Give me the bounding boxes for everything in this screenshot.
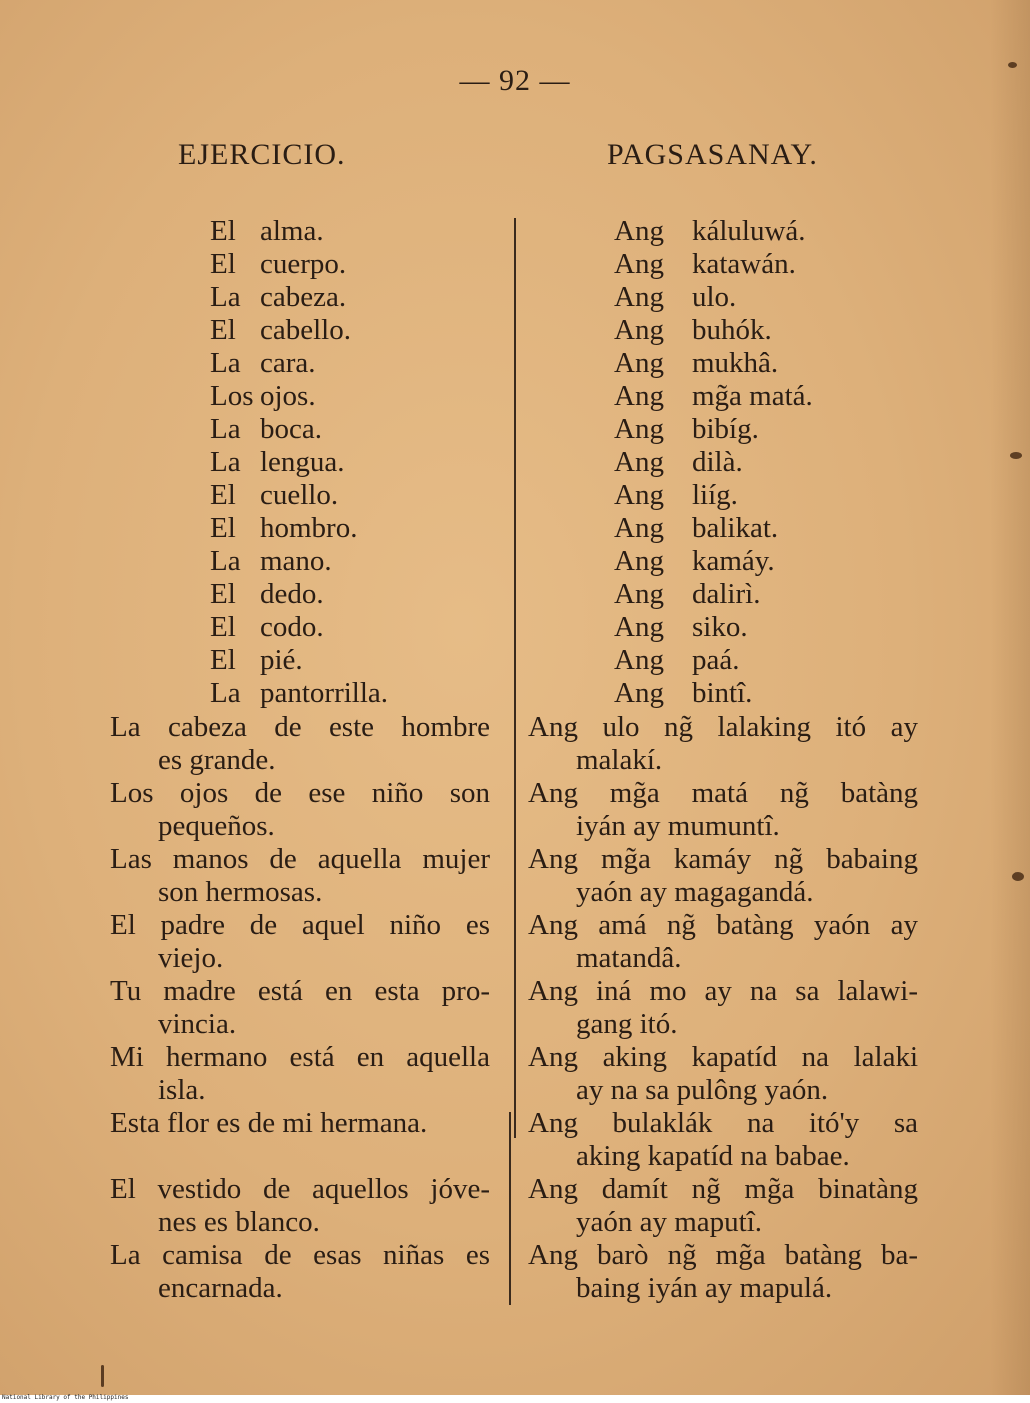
tagalog-sentences bbox=[528, 711, 918, 1305]
vocab-row bbox=[614, 413, 813, 446]
sentence-continuation: viejo. bbox=[158, 942, 224, 974]
sentence-line: Ang mg̃a kamáy ng̃ babaing bbox=[528, 843, 918, 875]
vocab-row bbox=[210, 215, 388, 248]
sentence-line: Los ojos de ese niño son bbox=[110, 777, 490, 809]
vocab-article: Ang bbox=[614, 347, 664, 379]
sentence bbox=[528, 843, 918, 909]
heading-ejercicio: EJERCICIO. bbox=[178, 138, 346, 171]
vocab-word: siko. bbox=[692, 611, 748, 643]
column-divider-upper bbox=[514, 218, 516, 1138]
vocab-word: liíg. bbox=[692, 479, 738, 511]
sentence-line: Tu madre está en esta pro- bbox=[110, 975, 490, 1007]
vocab-article: El bbox=[210, 479, 236, 511]
sentence-continuation: baing iyán ay mapulá. bbox=[576, 1272, 833, 1304]
page-stain bbox=[1010, 452, 1022, 459]
sentence-continuation: es grande. bbox=[158, 744, 276, 776]
sentence-line: Las manos de aquella mujer bbox=[110, 843, 490, 875]
tagalog-vocabulary-list bbox=[614, 215, 813, 710]
vocab-article: Ang bbox=[614, 314, 664, 346]
heading-pagsasanay: PAGSASANAY. bbox=[607, 138, 818, 171]
vocab-row bbox=[210, 512, 388, 545]
vocab-article: La bbox=[210, 677, 241, 709]
vocab-word: bintî. bbox=[692, 677, 753, 709]
vocab-row bbox=[614, 446, 813, 479]
sentence bbox=[110, 1041, 490, 1107]
sentence-line: Ang barò ng̃ mg̃a batàng ba- bbox=[528, 1239, 918, 1271]
sentence-continuation: matandâ. bbox=[576, 942, 682, 974]
vocab-row bbox=[614, 578, 813, 611]
vocab-article: La bbox=[210, 446, 241, 478]
vocab-word: pantorrilla. bbox=[260, 677, 389, 709]
vocab-word: codo. bbox=[260, 611, 324, 643]
sentence-line: La camisa de esas niñas es bbox=[110, 1239, 490, 1271]
vocab-word: balikat. bbox=[692, 512, 779, 544]
vocab-row bbox=[614, 281, 813, 314]
vocab-row bbox=[210, 611, 388, 644]
vocab-article: Ang bbox=[614, 413, 664, 445]
sentence bbox=[110, 1239, 490, 1305]
vocab-word: kamáy. bbox=[692, 545, 775, 577]
vocab-article: Ang bbox=[614, 578, 664, 610]
vocab-word: cabeza. bbox=[260, 281, 347, 313]
vocab-row bbox=[210, 479, 388, 512]
sentence bbox=[110, 1107, 490, 1140]
vocab-row bbox=[210, 413, 388, 446]
sentence bbox=[528, 1239, 918, 1305]
vocab-word: pié. bbox=[260, 644, 303, 676]
sentence bbox=[528, 777, 918, 843]
sentence-continuation: yaón ay magagandá. bbox=[576, 876, 814, 908]
vocab-article: Ang bbox=[614, 248, 664, 280]
vocab-row bbox=[210, 314, 388, 347]
vocab-article: Ang bbox=[614, 545, 664, 577]
vocab-word: cara. bbox=[260, 347, 316, 379]
sentence-line: Mi hermano está en aquella bbox=[110, 1041, 490, 1073]
vocab-row bbox=[614, 677, 813, 710]
sentence-line: Ang mg̃a matá ng̃ batàng bbox=[528, 777, 918, 809]
sentence bbox=[528, 1041, 918, 1107]
sentence-line: Esta flor es de mi hermana. bbox=[110, 1107, 428, 1139]
vocab-word: buhók. bbox=[692, 314, 772, 346]
vocab-article: La bbox=[210, 545, 241, 577]
sentence-line: El padre de aquel niño es bbox=[110, 909, 490, 941]
vocab-article: Ang bbox=[614, 446, 664, 478]
vocab-word: mg̃a matá. bbox=[692, 380, 813, 412]
vocab-row bbox=[614, 314, 813, 347]
vocab-row bbox=[210, 545, 388, 578]
sentence-continuation: nes es blanco. bbox=[158, 1206, 320, 1238]
sentence-continuation: iyán ay mumuntî. bbox=[576, 810, 780, 842]
vocab-article: El bbox=[210, 215, 236, 247]
sentence-line: La cabeza de este hombre bbox=[110, 711, 490, 743]
sentence bbox=[110, 909, 490, 975]
vocab-word: cuerpo. bbox=[260, 248, 347, 280]
vocab-word: cabello. bbox=[260, 314, 351, 346]
vocab-article: El bbox=[210, 512, 236, 544]
vocab-article: El bbox=[210, 611, 236, 643]
vocab-article: Los bbox=[210, 380, 254, 412]
library-credit: National Library of the Philippines bbox=[2, 1394, 129, 1401]
sentence-continuation: encarnada. bbox=[158, 1272, 283, 1304]
vocab-row bbox=[210, 446, 388, 479]
page-number: — 92 — bbox=[459, 64, 571, 97]
sentence bbox=[528, 975, 918, 1041]
sentence-line: Ang aking kapatíd na lalaki bbox=[528, 1041, 918, 1073]
vocab-article: Ang bbox=[614, 611, 664, 643]
vocab-word: hombro. bbox=[260, 512, 358, 544]
column-divider-lower bbox=[509, 1112, 511, 1305]
vocab-word: ulo. bbox=[692, 281, 737, 313]
vocab-word: katawán. bbox=[692, 248, 796, 280]
vocab-row bbox=[614, 512, 813, 545]
vocab-article: El bbox=[210, 644, 236, 676]
vocab-word: dalirì. bbox=[692, 578, 761, 610]
sentence-line: Ang amá ng̃ batàng yaón ay bbox=[528, 909, 918, 941]
sentence-continuation: son hermosas. bbox=[158, 876, 323, 908]
spanish-sentences bbox=[110, 711, 490, 1305]
vocab-row bbox=[614, 644, 813, 677]
vocab-word: mukhâ. bbox=[692, 347, 779, 379]
vocab-article: Ang bbox=[614, 215, 664, 247]
vocab-article: La bbox=[210, 413, 241, 445]
vocab-row bbox=[210, 281, 388, 314]
vocab-article: Ang bbox=[614, 281, 664, 313]
sentence bbox=[110, 711, 490, 777]
sentence-line: Ang damít ng̃ mg̃a binatàng bbox=[528, 1173, 918, 1205]
sentence-continuation: vincia. bbox=[158, 1008, 237, 1040]
vocab-article: Ang bbox=[614, 677, 664, 709]
sentence bbox=[110, 1173, 490, 1239]
vocab-row bbox=[210, 380, 388, 413]
vocab-row bbox=[614, 215, 813, 248]
sentence-line: El vestido de aquellos jóve- bbox=[110, 1173, 490, 1205]
vocab-row bbox=[614, 380, 813, 413]
page-stain bbox=[1012, 872, 1024, 881]
vocab-article: La bbox=[210, 347, 241, 379]
spanish-vocabulary-list bbox=[210, 215, 388, 710]
sentence-continuation: isla. bbox=[158, 1074, 206, 1106]
sentence bbox=[528, 1173, 918, 1239]
vocab-article: El bbox=[210, 248, 236, 280]
vocab-article: Ang bbox=[614, 644, 664, 676]
vocab-article: Ang bbox=[614, 479, 664, 511]
vocab-word: bibíg. bbox=[692, 413, 759, 445]
vocab-article: La bbox=[210, 281, 241, 313]
sentence bbox=[110, 843, 490, 909]
sentence-continuation: malakí. bbox=[576, 744, 663, 776]
sentence-line: Ang iná mo ay na sa lalawi- bbox=[528, 975, 918, 1007]
sentence bbox=[110, 975, 490, 1041]
vocab-word: ojos. bbox=[260, 380, 316, 412]
sentence-line: Ang bulaklák na itó'y sa bbox=[528, 1107, 918, 1139]
vocab-row bbox=[210, 644, 388, 677]
vocab-word: dedo. bbox=[260, 578, 324, 610]
vocab-row bbox=[614, 248, 813, 281]
vocab-word: lengua. bbox=[260, 446, 345, 478]
vocab-row bbox=[614, 611, 813, 644]
sentence bbox=[528, 909, 918, 975]
vocab-row bbox=[614, 347, 813, 380]
vocab-word: paá. bbox=[692, 644, 740, 676]
vocab-row bbox=[210, 248, 388, 281]
vocab-article: Ang bbox=[614, 512, 664, 544]
vocab-word: mano. bbox=[260, 545, 332, 577]
vocab-article: El bbox=[210, 578, 236, 610]
vocab-row bbox=[210, 677, 388, 710]
vocab-row bbox=[210, 347, 388, 380]
footer-bar bbox=[0, 1395, 1030, 1403]
sentence bbox=[528, 711, 918, 777]
sentence bbox=[110, 777, 490, 843]
page-stain bbox=[1008, 62, 1017, 68]
vocab-word: dilà. bbox=[692, 446, 743, 478]
vocab-word: boca. bbox=[260, 413, 322, 445]
sentence-continuation: ay na sa pulông yaón. bbox=[576, 1074, 829, 1106]
vocab-row bbox=[614, 479, 813, 512]
sentence-line: Ang ulo ng̃ lalaking itó ay bbox=[528, 711, 918, 743]
sentence-continuation: pequeños. bbox=[158, 810, 275, 842]
page-stain bbox=[101, 1365, 104, 1387]
sentence bbox=[528, 1107, 918, 1173]
sentence-continuation: aking kapatíd na babae. bbox=[576, 1140, 850, 1172]
vocab-article: El bbox=[210, 314, 236, 346]
vocab-word: cuello. bbox=[260, 479, 339, 511]
vocab-word: káluluwá. bbox=[692, 215, 806, 247]
vocab-article: Ang bbox=[614, 380, 664, 412]
vocab-row bbox=[210, 578, 388, 611]
sentence-continuation: yaón ay maputî. bbox=[576, 1206, 763, 1238]
sentence-continuation: gang itó. bbox=[576, 1008, 678, 1040]
vocab-row bbox=[614, 545, 813, 578]
vocab-word: alma. bbox=[260, 215, 324, 247]
